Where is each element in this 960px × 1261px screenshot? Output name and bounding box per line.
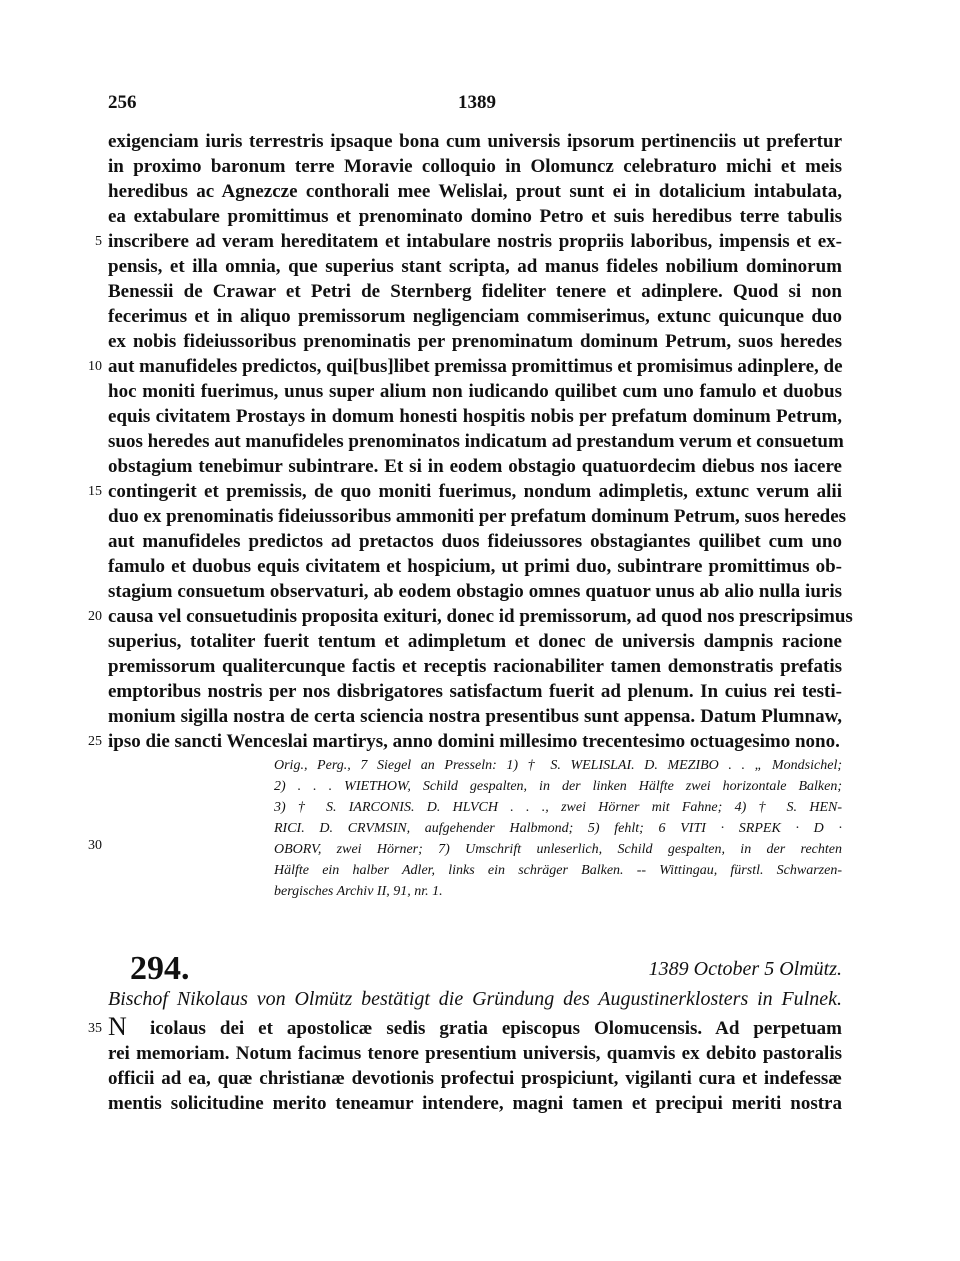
line-number: 15	[88, 484, 102, 499]
document-number: 294.	[130, 950, 190, 987]
text-line: exigenciam iuris terrestris ipsaque bona cum universis ipsorum pertinenciis ut prefertur	[108, 131, 842, 152]
text-line: hoc moniti fuerimus, unus super alium non iudicando quilibet cum uno famulo et duobus	[108, 381, 842, 402]
text-line: premissorum qualitercunque factis et receptis racionabiliter tamen demonstratis prefatis	[108, 656, 842, 677]
text-line: mentis solicitudine merito teneamur intendere, magni tamen et precipui meriti nostra	[108, 1093, 842, 1114]
line-number: 10	[88, 359, 102, 374]
text-line: icolaus dei et apostolicæ sedis gratia episcopus Olomucensis. Ad perpetuam	[150, 1018, 842, 1039]
text-line: emptoribus nostris per nos disbrigatores satisfactum fuerit ad plenum. In cuius rei testi-	[108, 681, 842, 702]
text-line: Benessii de Crawar et Petri de Sternberg fideliter tenere et adinplere. Quod si non	[108, 281, 842, 302]
dropcap-letter: N	[108, 1012, 127, 1041]
note-line: bergisches Archiv II, 91, nr. 1.	[274, 884, 443, 899]
line-number: 20	[88, 609, 102, 624]
note-line: Hälfte ein halber Adler, links ein schräger Balken. -- Wittingau, fürstl. Schwarzen-	[274, 863, 842, 878]
text-line: obstagium tenebimur subintrare. Et si in eodem obstagio quatuordecim diebus nos iacere	[108, 456, 842, 477]
line-number: 35	[88, 1021, 102, 1036]
line-number: 5	[95, 234, 102, 249]
text-line: stagium consuetum observaturi, ab eodem obstagio omnes quatuor unus ab alio nulla iuris	[108, 581, 842, 602]
text-line: equis civitatem Prostays in domum honesti hospitis nobis per prefatum dominum Petrum,	[108, 406, 842, 427]
text-line: causa vel consuetudinis proposita exituri, donec id premissorum, ad quod nos prescripsimus	[108, 606, 853, 627]
page-number: 256	[108, 92, 137, 113]
text-line: officii ad ea, quæ christianæ devotionis profectui prospiciunt, vigilanti cura et indefessæ	[108, 1068, 842, 1089]
line-number: 25	[88, 734, 102, 749]
note-line: OBORV, zwei Hörner; 7) Umschrift unleserlich, Schild gespalten, in der rechten	[274, 842, 842, 857]
text-line: superius, totaliter fuerit tentum et adimpletum et donec de universis dampnis racione	[108, 631, 842, 652]
note-line: 3) † S. IARCONIS. D. HLVCH . . ., zwei Hörner mit Fahne; 4) † S. HEN-	[274, 800, 842, 815]
text-line: inscribere ad veram hereditatem et intabulare nostris propriis laboribus, impensis et ex-	[108, 231, 842, 252]
text-line: aut manufideles predictos, qui[bus]libet premissa promittimus et promisimus adinplere, de	[108, 356, 843, 377]
note-line: RICI. D. CRVMSIN, aufgehender Halbmond; 5) fehlt; 6 VITI · SRPEK · D ·	[274, 821, 842, 836]
text-line: rei memoriam. Notum facimus tenore presentium universis, quamvis ex debito pastoralis	[108, 1043, 842, 1064]
text-line: ea extabulare promittimus et prenominato domino Petro et suis heredibus terre tabulis	[108, 206, 842, 227]
line-number: 30	[88, 838, 102, 853]
text-line: fecerimus et in aliquo premissorum negligenciam commiserimus, extunc quicunque duo	[108, 306, 842, 327]
text-line: ipso die sancti Wenceslai martirys, anno domini millesimo trecentesimo octuagesimo nono.	[108, 731, 840, 752]
text-line: aut manufideles predictos ad pretactos duos fideiussores obstagiantes quilibet cum uno	[108, 531, 842, 552]
document-date: 1389 October 5 Olmütz.	[648, 958, 842, 980]
text-line: ex nobis fideiussoribus prenominatis per prenominatum dominum Petrum, suos heredes	[108, 331, 842, 352]
text-line: famulo et duobus equis civitatem et hospicium, ut primi duo, subintrare promittimus ob-	[108, 556, 842, 577]
running-year: 1389	[458, 92, 496, 113]
text-line: monium sigilla nostra de certa sciencia nostra presentibus sunt appensa. Datum Plumnaw,	[108, 706, 842, 727]
text-line: heredibus ac Agnezcze conthorali mee Welislai, prout sunt ei in dotalicium intabulata,	[108, 181, 842, 202]
document-title: Bischof Nikolaus von Olmütz bestätigt die Gründung des Augustinerklosters in Fulnek.	[108, 988, 842, 1010]
text-line: in proximo baronum terre Moravie colloquio in Olomuncz celebraturo michi et meis	[108, 156, 842, 177]
text-line: suos heredes aut manufideles prenominatos indicatum ad prestandum verum et consuetum	[108, 431, 844, 452]
note-line: 2) . . . WIETHOW, Schild gespalten, in der linken Hälfte zwei horizontale Balken;	[274, 779, 842, 794]
note-line: Orig., Perg., 7 Siegel an Presseln: 1) † S. WELISLAI. D. MEZIBO . . „ Mondsichel;	[274, 758, 842, 773]
text-line: duo ex prenominatis fideiussoribus ammoniti per prefatum dominum Petrum, suos heredes	[108, 506, 847, 527]
text-line: contingerit et premissis, de quo moniti fuerimus, nondum adimpletis, extunc verum alii	[108, 481, 842, 502]
text-line: pensis, et illa omnia, que superius stant scripta, ad manus fideles nobilium dominorum	[108, 256, 842, 277]
